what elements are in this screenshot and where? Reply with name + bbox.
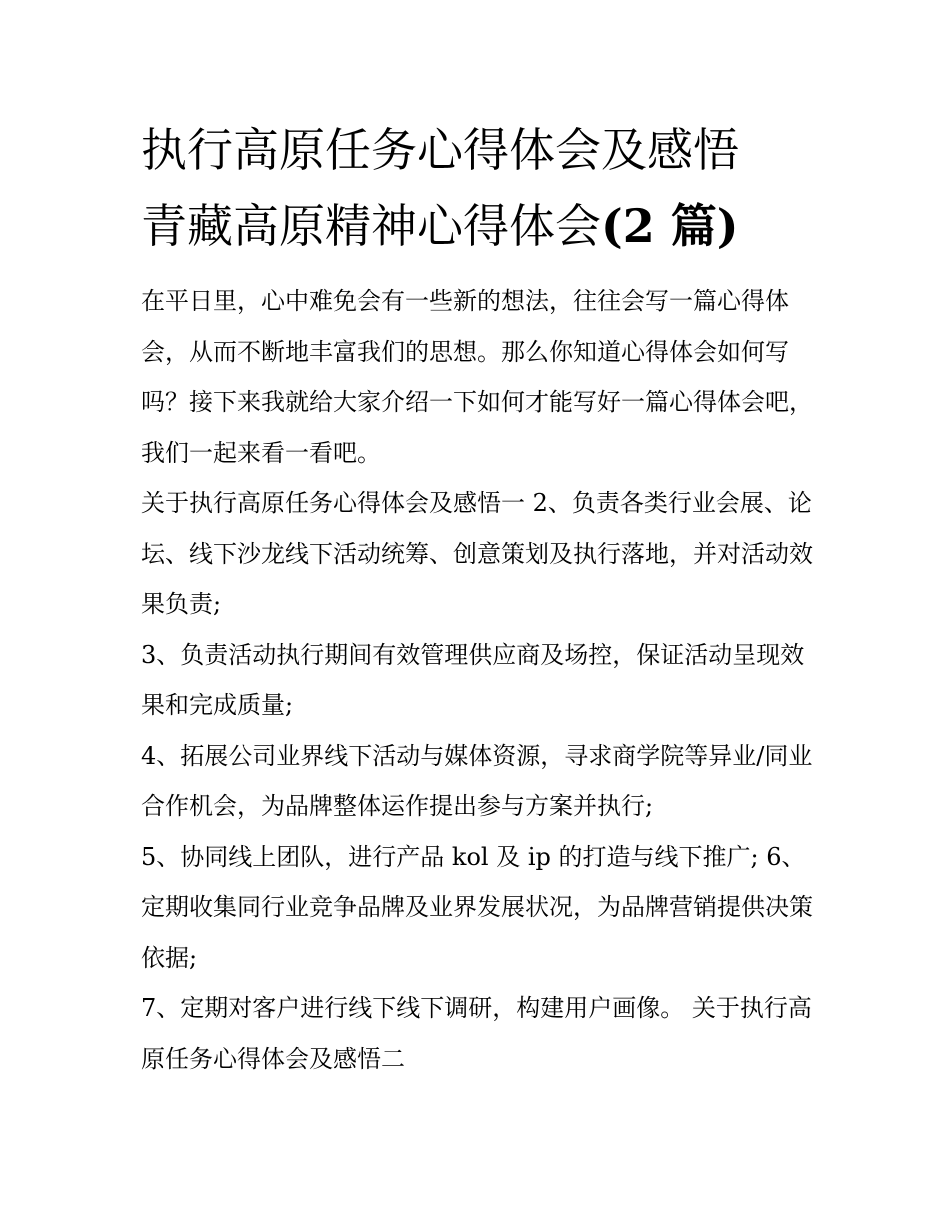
document-title (141, 112, 821, 264)
document-body (141, 276, 821, 1084)
document-page (141, 112, 821, 1084)
paragraph-item-2: 关于执行高原任务心得体会及感悟一 2、负责各类行业会展、论坛、线下沙龙线下活动统筹、创意策划及执行落地，并对活动效果负责; (141, 489, 813, 618)
title-line-1: 执行高原任务心得体会及感悟 (141, 123, 739, 177)
paragraph-item-7: 7、定期对客户进行线下线下调研，构建用户画像。 关于执行高原任务心得体会及感悟二 (141, 994, 812, 1073)
paragraph-item-4: 4、拓展公司业界线下活动与媒体资源，寻求商学院等异业/同业合作机会，为品牌整体运作提出参与方案并执行; (141, 741, 813, 820)
paragraph-item-5-6: 5、协同线上团队，进行产品 kol 及 ip 的打造与线下推广; 6、定期收集同行业竞争品牌及业界发展状况，为品牌营销提供决策依据; (141, 842, 813, 972)
paragraph-intro: 在平日里，心中难免会有一些新的想法，往往会写一篇心得体会，从而不断地丰富我们的思想。那么你知道心得体会如何写吗？接下来我就给大家介绍一下如何才能写好一篇心得体会吧，我们一起来看一看吧。 (141, 287, 813, 467)
paragraph-item-3: 3、负责活动执行期间有效管理供应商及场控，保证活动呈现效果和完成质量; (141, 640, 805, 719)
title-line-2-suffix: (2 篇) (601, 199, 739, 253)
title-line-2-prefix: 青藏高原精神心得体会 (141, 199, 601, 253)
title-line-2 (141, 188, 821, 264)
